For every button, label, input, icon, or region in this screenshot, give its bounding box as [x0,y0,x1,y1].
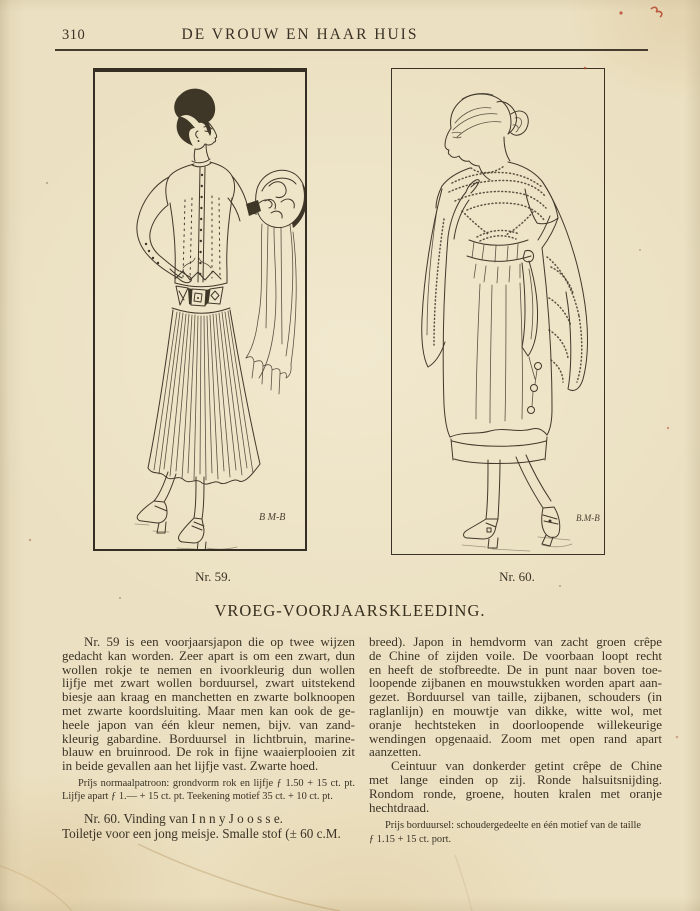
paragraph-nr60-intro [62,811,355,841]
figure-caption-nr60: Nr. 60. [499,569,535,584]
page-number: 310 [62,27,86,43]
text-line: met lange einden op zij. Ronde halsuitsnijding. [369,771,662,787]
text-line: en heeft de stofbreedte. De in punt naar boven toe- [369,661,662,677]
text-line: Ceintuur van donkerder getint crêpe de Chine [391,758,662,774]
paragraph-nr60-continued [369,635,662,759]
price-note-nr60 [369,819,662,845]
text-line: Toiletje voor een jong meisje. Smalle stof (± 60 c.M. [62,826,341,842]
fashion-plate-nr60 [391,68,605,555]
text-line: Prijs borduursel: schoudergedeelte en één motief van de taille [385,820,642,832]
text-line: ƒ 1.15 + 15 ct. port. [369,833,452,845]
text-line: Rondom ronde, groene, houten kralen met oranje [369,785,662,801]
text-line: Nr. 60. Vinding van I n n y J o o s s e. [84,811,283,827]
text-line: wollen rokje te nemen en ivoorkleurig dun wollen [62,661,355,677]
page-title: DE VROUW EN HAAR HUIS [181,26,419,43]
artist-signature: B M-B [259,512,286,523]
text-line: in beide gevallen aan het lijfje vast. Zwarte hoed. [62,758,319,774]
text-line: gedacht kan worden. Zeer apart is om een zwart, dun [62,647,355,663]
text-line: biesje aan kraag en manchetten en zwarte bolknoopen [62,689,355,705]
text-line: gezet. Borduursel van taille, zijbanen, schouders (in [369,689,662,705]
text-line: oranje hechtsteken in doorloopende willekeurige [369,716,662,732]
text-line: raglanlijn) en mouwtje van dikke, witte wol, met [369,702,662,718]
text-line: de Chine of zijden voile. De voorbaan loopt recht [369,647,662,663]
text-line: Nr. 59 is een voorjaarsjapon die op twee wijzen [84,634,355,649]
text-line: met zwarte koordsluiting. Maar men kan ook de ge- [62,702,355,718]
article-column-right [369,635,662,846]
fashion-illustration-nr60 [392,69,604,554]
crease-lines [0,844,472,911]
price-note-nr59 [62,777,355,803]
text-line: blauw en bruinrood. De rok in fijne waaierplooien zit [62,744,355,760]
text-line: Lijfje apart ƒ 1.— + 15 ct. pt. Teekening motief 35 ct. + 10 ct. pt. [62,791,333,803]
text-line: lijfje met zwart wollen borduursel, zwart uitstekend [62,675,355,691]
paragraph-ceintuur [369,759,662,814]
text-line: aanzetten. [369,744,422,760]
fashion-illustration-nr59 [95,72,305,549]
text-line: breed). Japon in hemdvorm van zacht groen crêpe [369,634,662,649]
text-line: kleurig gabardine. Borduursel in lichtbruin, marine- [62,730,355,746]
text-line: hechtdraad. [369,799,430,815]
header-rule [55,49,648,51]
fashion-plate-nr59 [93,68,307,551]
figure-caption-nr59: Nr. 59. [195,569,231,584]
article-column-left [62,635,355,841]
paragraph-nr59 [62,635,355,773]
artist-signature: B.M-B [576,513,600,523]
article-heading: VROEG-VOORJAARSKLEEDING. [214,601,486,620]
text-line: heele japon van één kleur nemen, bijv. van zand- [62,716,355,732]
text-line: Prijs normaalpatroon: grondvorm rok en lijfje ƒ 1.50 + 15 ct. pt. [78,777,355,789]
text-line: loopende zijbanen en mouwstukken worden apart aan- [369,675,662,691]
text-line: wendingen opgenaaid. Zoom met open rand apart [369,730,662,746]
